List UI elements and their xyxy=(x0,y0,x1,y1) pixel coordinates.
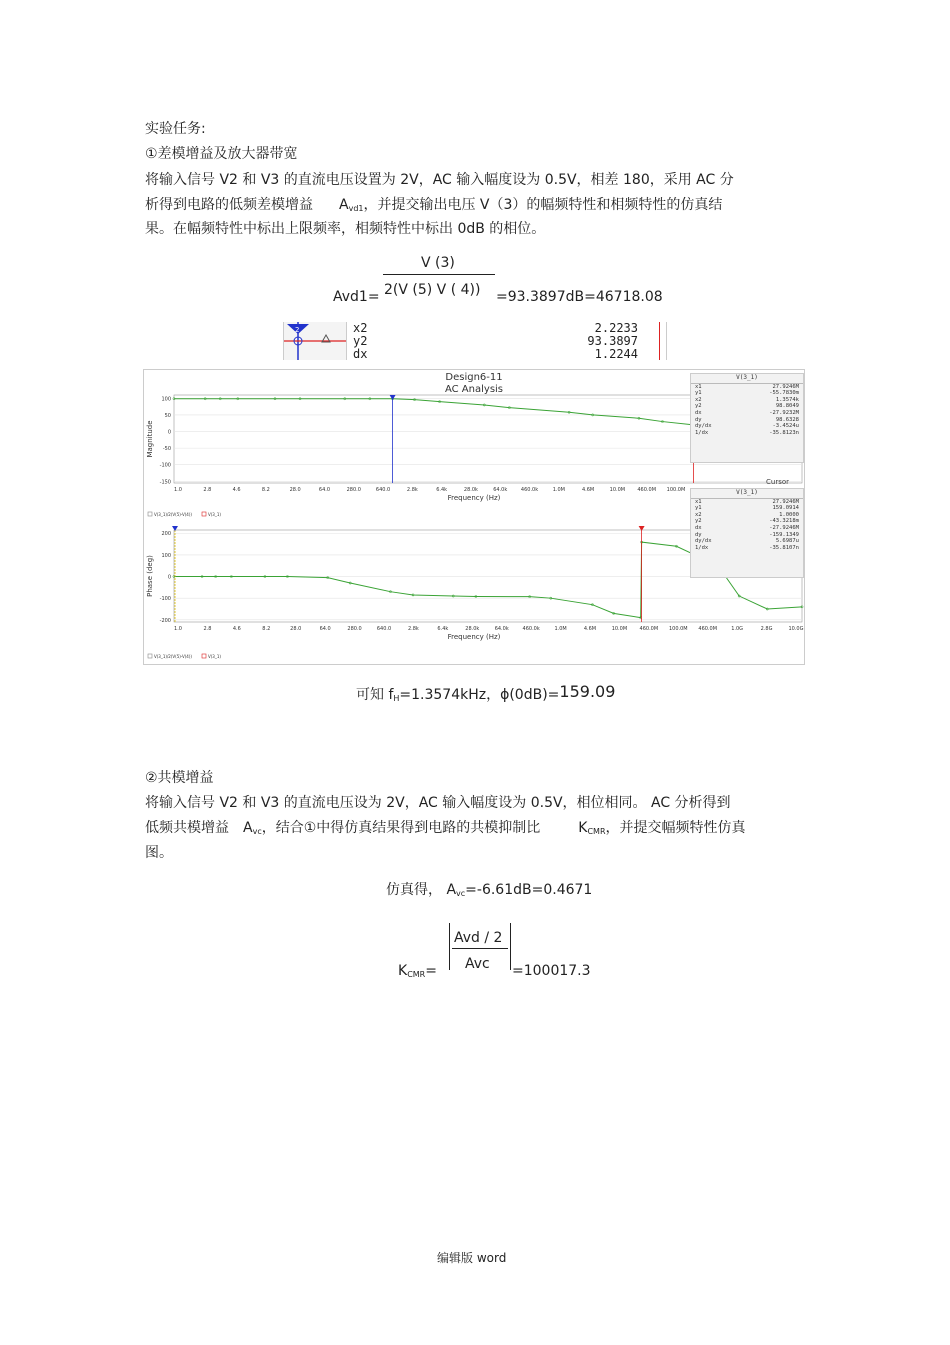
cursor-panel-phase xyxy=(690,488,804,578)
result-line xyxy=(356,683,615,708)
phase-ytick: -100 xyxy=(159,596,171,603)
result-phi: ϕ(0dB)= xyxy=(500,687,560,703)
phase-xtick: 460.0M xyxy=(698,626,718,632)
magnitude-xtick: 28.0k xyxy=(463,487,478,493)
cursor-marker-icon xyxy=(284,322,346,360)
cursor-strip xyxy=(283,322,667,360)
cursor-panel-key: x2 xyxy=(695,511,702,518)
cursor-panel-key: 1/dx xyxy=(695,429,709,436)
section2-line2-a: 低频共模增益 xyxy=(145,820,229,836)
phase-ytick: 100 xyxy=(161,552,171,559)
magnitude-ytick: 0 xyxy=(167,429,171,436)
phase-ytick: 200 xyxy=(161,531,171,538)
cursor-panel-row xyxy=(691,410,803,417)
cursor-strip-value: 2.2233 xyxy=(594,322,638,335)
cursor-panel-row xyxy=(691,417,803,424)
section2-line2-c: ，并提交幅频特性仿真 xyxy=(605,820,746,836)
cursor-panel-phase-header: V(3_1) xyxy=(691,489,803,499)
cursor-panel-row xyxy=(691,423,803,430)
magnitude-ytick: -150 xyxy=(159,479,171,486)
phase-ylabel: Phase (deg) xyxy=(146,555,154,597)
avd1-symbol: A xyxy=(339,197,349,213)
magnitude-ytick: -50 xyxy=(162,446,171,453)
section2-line1: 将输入信号 V2 和 V3 的直流电压设为 2V，AC 输入幅度设为 0.5V，相位相同。 AC 分析得到 xyxy=(145,795,731,811)
cursor-panel-value: 98.8049 xyxy=(775,403,799,410)
eq2-prefix: 仿真得， A xyxy=(386,882,457,898)
cursor-strip-value: 1.2244 xyxy=(594,347,638,360)
cursor-panel-row xyxy=(691,512,803,519)
cursor-panel-value: 1.0000 xyxy=(779,511,799,518)
legend-label: V(3_1)/2(V(5)-V(4)) xyxy=(154,654,192,659)
section1-line1: 将输入信号 V2 和 V3 的直流电压设置为 2V，AC 输入幅度设为 0.5V，相差 180，采用 AC 分 xyxy=(145,172,734,188)
section-heading: 实验任务: xyxy=(145,121,206,137)
avd1-subscript: vd1 xyxy=(348,204,364,213)
cursor-panel-value: -27.9232M xyxy=(769,409,799,416)
cursor-panel-magnitude xyxy=(690,373,804,463)
cursor-panel-value: 98.6328 xyxy=(775,416,799,423)
phase-xtick: 10.0M xyxy=(611,626,628,632)
cursor-panel-key: dy/dx xyxy=(695,538,712,545)
section2-line2 xyxy=(145,819,746,841)
phase-xtick: 280.0 xyxy=(347,626,362,632)
legend-swatch xyxy=(148,512,152,516)
phase-ytick: 0 xyxy=(167,574,171,581)
cursor-strip-toolbar xyxy=(284,322,347,360)
eq3-fraction-line xyxy=(452,948,508,949)
cursor-panel-key: 1/dx xyxy=(695,544,709,551)
cursor-panel-row xyxy=(691,384,803,391)
ac-analysis-window xyxy=(143,369,805,665)
cursor-panel-value: 5.6987u xyxy=(775,538,799,545)
cursor-panel-value: -27.9246M xyxy=(769,524,799,531)
eq2 xyxy=(386,881,592,903)
cursor-panel-key: dy/dx xyxy=(695,423,712,430)
magnitude-xlabel: Frequency (Hz) xyxy=(447,494,501,502)
kcmr-subscript: CMR xyxy=(587,827,606,836)
eq1-numerator: V (3) xyxy=(421,255,455,271)
cursor-panel-value: -35.8107n xyxy=(769,544,799,551)
cursor-strip-row xyxy=(353,347,638,360)
phase-xtick: 100.0M xyxy=(668,626,688,632)
cursor-panel-magnitude-header: V(3_1) xyxy=(691,374,803,384)
eq2-result: =-6.61dB=0.4671 xyxy=(465,882,593,898)
magnitude-xtick: 2.8k xyxy=(406,487,418,493)
cursor-panel-row xyxy=(691,545,803,552)
cursor-panel-value: -3.4524u xyxy=(772,423,799,430)
eq3-result: =100017.3 xyxy=(512,963,591,979)
cursor-panel-value: -159.1349 xyxy=(769,531,799,538)
cursor-strip-row xyxy=(353,322,638,334)
phase-xtick: 28.0 xyxy=(290,626,302,632)
cursor-panel-row xyxy=(691,518,803,525)
phase-xtick: 2.8G xyxy=(760,626,773,632)
cursor-panel-row xyxy=(691,397,803,404)
kcmr-symbol: K xyxy=(578,820,588,836)
phase-xtick: 1.0 xyxy=(174,626,182,632)
cursor-panel-key: y2 xyxy=(695,403,702,410)
result-prefix: 可知 f xyxy=(356,687,394,703)
phase-xtick: 4.6 xyxy=(232,626,241,632)
magnitude-ylabel: Magnitude xyxy=(146,420,154,458)
eq3-k: K xyxy=(398,963,408,979)
eq1-label: Avd1= xyxy=(333,289,380,305)
cursor-strip-row xyxy=(353,334,638,347)
cursor-marker-label: 2 xyxy=(295,326,300,334)
plot-subtitle: AC Analysis xyxy=(444,384,504,395)
magnitude-ytick: 100 xyxy=(161,396,171,403)
phase-xtick: 460.0k xyxy=(522,626,540,632)
section1-line2-a: 析得到电路的低频差模增益 xyxy=(145,197,313,213)
cursor-panel-key: x1 xyxy=(695,383,702,390)
cursor-panel-key: dy xyxy=(695,531,702,538)
eq3-abs-left xyxy=(449,923,450,970)
phase-xtick: 460.0M xyxy=(639,626,659,632)
magnitude-xtick: 460.0k xyxy=(520,487,539,493)
cursor-panel-value: -55.7830m xyxy=(769,390,799,397)
cursor-panel-value: 27.9246M xyxy=(772,498,799,505)
section1-line3: 果。在幅频特性中标出上限频率，相频特性中标出 0dB 的相位。 xyxy=(145,221,546,237)
cursor-panel-value: -43.3218m xyxy=(769,518,799,525)
eq3-abs-right xyxy=(510,923,511,970)
phase-ytick: -200 xyxy=(159,617,171,624)
cursor-panel-row xyxy=(691,538,803,545)
cursor-strip-label: y2 xyxy=(353,334,368,348)
eq1-fraction-line xyxy=(383,274,495,275)
magnitude-xtick: 6.4k xyxy=(436,487,448,493)
eq3-denominator: Avc xyxy=(465,956,490,972)
phase-xtick: 64.0 xyxy=(319,626,331,632)
eq3-numerator: Avd / 2 xyxy=(454,930,503,946)
phase-xtick: 640.0 xyxy=(376,626,392,632)
magnitude-xtick: 2.8 xyxy=(203,487,212,493)
cursor-panel-key: dy xyxy=(695,416,702,423)
section1-line2-b: ，并提交输出电压 V（3）的幅频特性和相频特性的仿真结 xyxy=(363,197,723,213)
cursor-strip-label: x2 xyxy=(353,322,368,335)
avc-subscript: vc xyxy=(252,827,262,836)
legend-swatch xyxy=(148,654,152,658)
eq3-label xyxy=(398,962,437,984)
result-phase-value: 159.09 xyxy=(559,682,616,701)
phase-xtick: 2.8k xyxy=(407,626,419,632)
cursor-panel-key: dx xyxy=(695,409,702,416)
magnitude-xtick: 4.6 xyxy=(232,487,241,493)
phase-xtick: 28.0k xyxy=(465,626,480,632)
legend-label: V(3_1)/2(V(5)-V(4)) xyxy=(154,512,192,517)
magnitude-xtick: 8.2 xyxy=(261,487,270,493)
magnitude-xtick: 1.0M xyxy=(552,487,565,493)
cursor-panel-row xyxy=(691,430,803,437)
cursor-panel-key: x2 xyxy=(695,396,702,403)
phase-xtick: 1.0G xyxy=(731,626,744,632)
magnitude-xtick: 28.0 xyxy=(289,487,301,493)
magnitude-xtick: 280.0 xyxy=(346,487,361,493)
cursor-strip-values xyxy=(346,322,666,360)
cursor-tab[interactable]: Cursor xyxy=(766,478,790,486)
cursor-panel-row xyxy=(691,505,803,512)
cursor-panel-value: 27.9246M xyxy=(772,383,799,390)
cursor-strip-label: dx xyxy=(353,347,368,360)
phase-xtick: 1.0M xyxy=(554,626,567,632)
phase-xtick: 4.6M xyxy=(583,626,597,632)
phase-xtick: 2.8 xyxy=(203,626,212,632)
legend-swatch xyxy=(202,654,206,658)
phase-xtick: 64.0k xyxy=(494,626,509,632)
cursor-panel-key: y1 xyxy=(695,390,702,397)
cursor-strip-value: 93.3897 xyxy=(587,334,638,348)
magnitude-ytick: -100 xyxy=(159,462,171,469)
magnitude-xtick: 640.0 xyxy=(375,487,391,493)
magnitude-xtick: 1.0 xyxy=(174,487,182,493)
eq1-result: =93.3897dB=46718.08 xyxy=(496,289,663,305)
cursor-panel-row xyxy=(691,390,803,397)
eq1-denominator: 2(V (5) V ( 4)) xyxy=(384,282,481,298)
eq3-subscript: CMR xyxy=(407,970,426,979)
cursor-panel-key: y1 xyxy=(695,505,702,512)
result-subscript: H xyxy=(393,694,400,703)
phase-xtick: 6.4k xyxy=(437,626,449,632)
cursor-panel-row xyxy=(691,532,803,539)
magnitude-xtick: 64.0 xyxy=(318,487,331,493)
magnitude-xtick: 4.6M xyxy=(581,487,595,493)
eq3-equals: = xyxy=(425,963,437,979)
phase-xtick: 10.0G xyxy=(788,626,804,632)
plot-title: Design6-11 xyxy=(445,372,503,383)
section1-line2 xyxy=(145,196,722,218)
result-fh: =1.3574kHz， xyxy=(399,687,501,703)
eq2-subscript: vc xyxy=(456,889,466,898)
avc-symbol: A xyxy=(243,820,253,836)
cursor-strip-red-line xyxy=(659,322,660,360)
phase-xtick: 8.2 xyxy=(262,626,271,632)
cursor-panel-key: dx xyxy=(695,524,702,531)
magnitude-xtick: 64.0k xyxy=(493,487,508,493)
magnitude-xtick: 460.0M xyxy=(637,487,657,493)
cursor-panel-value: -35.8123n xyxy=(769,429,799,436)
legend-swatch xyxy=(202,512,206,516)
section2-line3: 图。 xyxy=(145,845,173,861)
magnitude-xtick: 100.0M xyxy=(666,487,686,493)
section2-title: ②共模增益 xyxy=(145,770,214,786)
legend-label: V(3_1) xyxy=(208,654,221,659)
cursor-panel-value: 1.3574k xyxy=(775,396,799,403)
cursor-panel-row xyxy=(691,403,803,410)
legend-label: V(3_1) xyxy=(208,512,221,517)
section2-line2-b: ，结合①中得仿真结果得到电路的共模抑制比 xyxy=(261,820,541,836)
cursor-panel-key: x1 xyxy=(695,498,702,505)
cursor-panel-key: y2 xyxy=(695,518,702,525)
cursor-panel-row xyxy=(691,525,803,532)
magnitude-ytick: 50 xyxy=(164,412,171,419)
cursor-panel-value: 159.0914 xyxy=(772,505,799,512)
phase-xlabel: Frequency (Hz) xyxy=(447,633,501,641)
cursor-panel-row xyxy=(691,499,803,506)
magnitude-xtick: 10.0M xyxy=(609,487,626,493)
footer: 编辑版 word xyxy=(437,1251,507,1265)
section1-title: ①差模增益及放大器带宽 xyxy=(145,146,298,162)
